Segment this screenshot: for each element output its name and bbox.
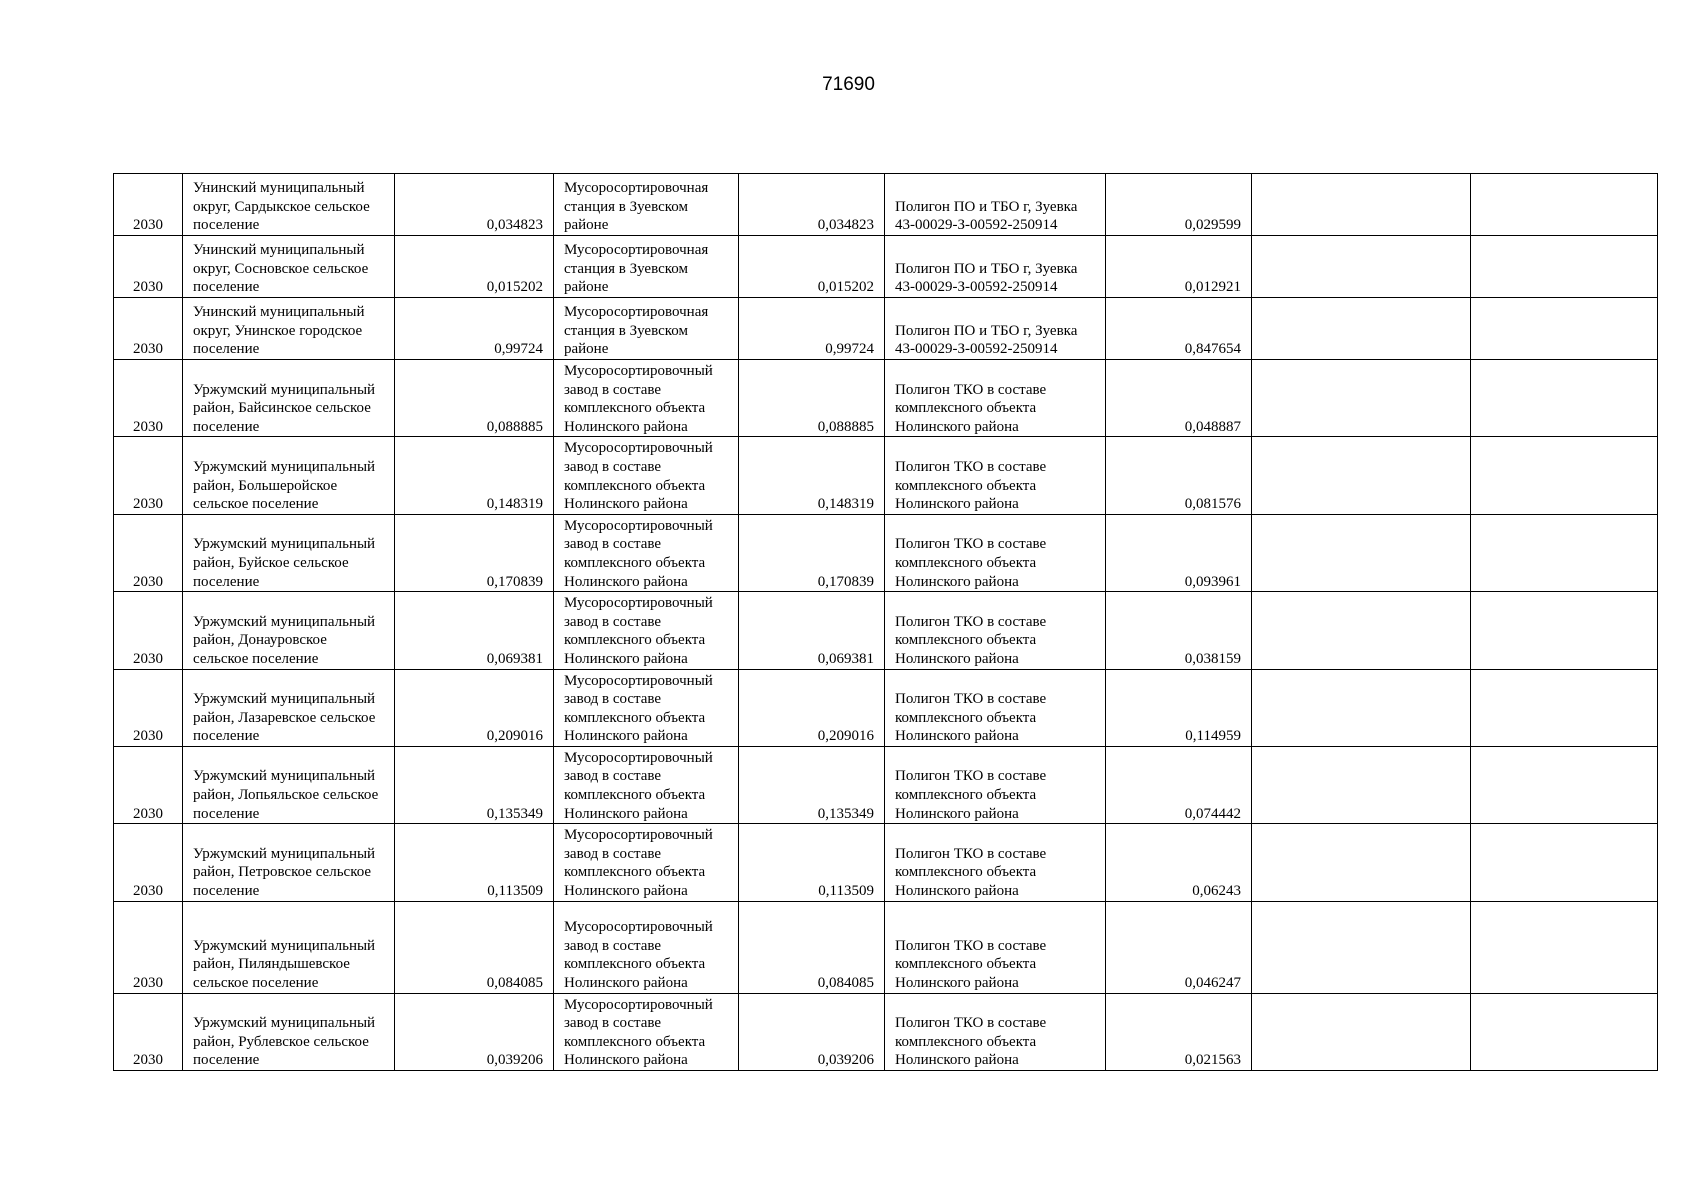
empty-cell: [1252, 746, 1471, 823]
mass-processing-cell: 0,209016: [739, 669, 885, 746]
processing-facility-cell: Мусоросортировочный завод в составе комплексного объекта Нолинского района: [554, 993, 739, 1070]
mass-disposal-cell: 0,06243: [1106, 824, 1252, 901]
mass-disposal-cell: 0,046247: [1106, 901, 1252, 993]
source-territory-cell: Уржумский муниципальный район, Лопьяльское сельское поселение: [183, 746, 395, 823]
table-row: [114, 669, 1658, 746]
source-territory-cell: Уржумский муниципальный район, Донауровское сельское поселение: [183, 592, 395, 669]
processing-facility-cell: Мусоросортировочный завод в составе комплексного объекта Нолинского района: [554, 360, 739, 437]
year-cell: 2030: [114, 174, 183, 236]
table-row: [114, 901, 1658, 993]
mass-disposal-cell: 0,021563: [1106, 993, 1252, 1070]
source-territory-cell: Унинский муниципальный округ, Сосновское сельское поселение: [183, 236, 395, 298]
mass-disposal-cell: 0,093961: [1106, 514, 1252, 591]
processing-facility-cell: Мусоросортировочная станция в Зуевском районе: [554, 174, 739, 236]
mass-processing-cell: 0,015202: [739, 236, 885, 298]
mass-processing-cell: 0,039206: [739, 993, 885, 1070]
source-territory-cell: Уржумский муниципальный район, Петровское сельское поселение: [183, 824, 395, 901]
source-territory-cell: Уржумский муниципальный район, Большеройское сельское поселение: [183, 437, 395, 514]
year-cell: 2030: [114, 360, 183, 437]
table-row: [114, 174, 1658, 236]
disposal-site-cell: Полигон ТКО в составе комплексного объекта Нолинского района: [885, 901, 1106, 993]
mass-source-cell: 0,148319: [395, 437, 554, 514]
source-territory-cell: Уржумский муниципальный район, Пиляндышевское сельское поселение: [183, 901, 395, 993]
mass-processing-cell: 0,113509: [739, 824, 885, 901]
data-table: [113, 173, 1658, 1071]
mass-processing-cell: 0,069381: [739, 592, 885, 669]
disposal-site-cell: Полигон ТКО в составе комплексного объекта Нолинского района: [885, 746, 1106, 823]
year-cell: 2030: [114, 236, 183, 298]
empty-cell: [1471, 174, 1658, 236]
processing-facility-cell: Мусоросортировочный завод в составе комплексного объекта Нолинского района: [554, 514, 739, 591]
empty-cell: [1252, 360, 1471, 437]
year-cell: 2030: [114, 437, 183, 514]
empty-cell: [1471, 669, 1658, 746]
empty-cell: [1471, 824, 1658, 901]
disposal-site-cell: Полигон ПО и ТБО г, Зуевка 43-00029-З-00592-250914: [885, 174, 1106, 236]
year-cell: 2030: [114, 514, 183, 591]
empty-cell: [1471, 437, 1658, 514]
mass-source-cell: 0,084085: [395, 901, 554, 993]
mass-disposal-cell: 0,012921: [1106, 236, 1252, 298]
mass-source-cell: 0,069381: [395, 592, 554, 669]
source-territory-cell: Уржумский муниципальный район, Рублевское сельское поселение: [183, 993, 395, 1070]
disposal-site-cell: Полигон ТКО в составе комплексного объекта Нолинского района: [885, 824, 1106, 901]
table-row: [114, 824, 1658, 901]
page-number: 71690: [822, 74, 875, 95]
processing-facility-cell: Мусоросортировочный завод в составе комплексного объекта Нолинского района: [554, 437, 739, 514]
empty-cell: [1471, 592, 1658, 669]
year-cell: 2030: [114, 746, 183, 823]
disposal-site-cell: Полигон ПО и ТБО г, Зуевка 43-00029-З-00592-250914: [885, 298, 1106, 360]
mass-processing-cell: 0,084085: [739, 901, 885, 993]
mass-processing-cell: 0,135349: [739, 746, 885, 823]
disposal-site-cell: Полигон ТКО в составе комплексного объекта Нолинского района: [885, 993, 1106, 1070]
processing-facility-cell: Мусоросортировочный завод в составе комплексного объекта Нолинского района: [554, 669, 739, 746]
mass-source-cell: 0,99724: [395, 298, 554, 360]
mass-processing-cell: 0,088885: [739, 360, 885, 437]
empty-cell: [1252, 236, 1471, 298]
mass-source-cell: 0,135349: [395, 746, 554, 823]
mass-disposal-cell: 0,114959: [1106, 669, 1252, 746]
processing-facility-cell: Мусоросортировочный завод в составе комплексного объекта Нолинского района: [554, 824, 739, 901]
empty-cell: [1252, 824, 1471, 901]
mass-source-cell: 0,170839: [395, 514, 554, 591]
year-cell: 2030: [114, 592, 183, 669]
source-territory-cell: Уржумский муниципальный район, Лазаревское сельское поселение: [183, 669, 395, 746]
mass-processing-cell: 0,170839: [739, 514, 885, 591]
source-territory-cell: Уржумский муниципальный район, Буйское сельское поселение: [183, 514, 395, 591]
table-row: [114, 746, 1658, 823]
processing-facility-cell: Мусоросортировочная станция в Зуевском районе: [554, 236, 739, 298]
table-row: [114, 437, 1658, 514]
empty-cell: [1471, 514, 1658, 591]
mass-source-cell: 0,209016: [395, 669, 554, 746]
mass-processing-cell: 0,99724: [739, 298, 885, 360]
empty-cell: [1252, 901, 1471, 993]
mass-disposal-cell: 0,038159: [1106, 592, 1252, 669]
mass-processing-cell: 0,034823: [739, 174, 885, 236]
table-row: [114, 592, 1658, 669]
disposal-site-cell: Полигон ТКО в составе комплексного объекта Нолинского района: [885, 437, 1106, 514]
table-row: [114, 993, 1658, 1070]
empty-cell: [1471, 901, 1658, 993]
empty-cell: [1471, 360, 1658, 437]
mass-source-cell: 0,034823: [395, 174, 554, 236]
mass-processing-cell: 0,148319: [739, 437, 885, 514]
year-cell: 2030: [114, 669, 183, 746]
mass-source-cell: 0,113509: [395, 824, 554, 901]
mass-disposal-cell: 0,048887: [1106, 360, 1252, 437]
mass-source-cell: 0,039206: [395, 993, 554, 1070]
disposal-site-cell: Полигон ПО и ТБО г, Зуевка 43-00029-З-00592-250914: [885, 236, 1106, 298]
table-row: [114, 236, 1658, 298]
mass-disposal-cell: 0,029599: [1106, 174, 1252, 236]
empty-cell: [1252, 174, 1471, 236]
empty-cell: [1471, 298, 1658, 360]
processing-facility-cell: Мусоросортировочный завод в составе комплексного объекта Нолинского района: [554, 901, 739, 993]
year-cell: 2030: [114, 824, 183, 901]
source-territory-cell: Унинский муниципальный округ, Унинское городское поселение: [183, 298, 395, 360]
mass-source-cell: 0,015202: [395, 236, 554, 298]
disposal-site-cell: Полигон ТКО в составе комплексного объекта Нолинского района: [885, 592, 1106, 669]
empty-cell: [1252, 669, 1471, 746]
empty-cell: [1252, 298, 1471, 360]
mass-disposal-cell: 0,847654: [1106, 298, 1252, 360]
mass-source-cell: 0,088885: [395, 360, 554, 437]
table-body: [114, 174, 1658, 1071]
year-cell: 2030: [114, 993, 183, 1070]
empty-cell: [1252, 592, 1471, 669]
empty-cell: [1471, 746, 1658, 823]
empty-cell: [1252, 514, 1471, 591]
disposal-site-cell: Полигон ТКО в составе комплексного объекта Нолинского района: [885, 360, 1106, 437]
year-cell: 2030: [114, 298, 183, 360]
processing-facility-cell: Мусоросортировочный завод в составе комплексного объекта Нолинского района: [554, 592, 739, 669]
empty-cell: [1252, 993, 1471, 1070]
empty-cell: [1252, 437, 1471, 514]
empty-cell: [1471, 236, 1658, 298]
source-territory-cell: Уржумский муниципальный район, Байсинское сельское поселение: [183, 360, 395, 437]
disposal-site-cell: Полигон ТКО в составе комплексного объекта Нолинского района: [885, 514, 1106, 591]
table-row: [114, 298, 1658, 360]
processing-facility-cell: Мусоросортировочная станция в Зуевском районе: [554, 298, 739, 360]
mass-disposal-cell: 0,074442: [1106, 746, 1252, 823]
source-territory-cell: Унинский муниципальный округ, Сардыкское сельское поселение: [183, 174, 395, 236]
processing-facility-cell: Мусоросортировочный завод в составе комплексного объекта Нолинского района: [554, 746, 739, 823]
empty-cell: [1471, 993, 1658, 1070]
year-cell: 2030: [114, 901, 183, 993]
table-row: [114, 514, 1658, 591]
table-row: [114, 360, 1658, 437]
disposal-site-cell: Полигон ТКО в составе комплексного объекта Нолинского района: [885, 669, 1106, 746]
mass-disposal-cell: 0,081576: [1106, 437, 1252, 514]
